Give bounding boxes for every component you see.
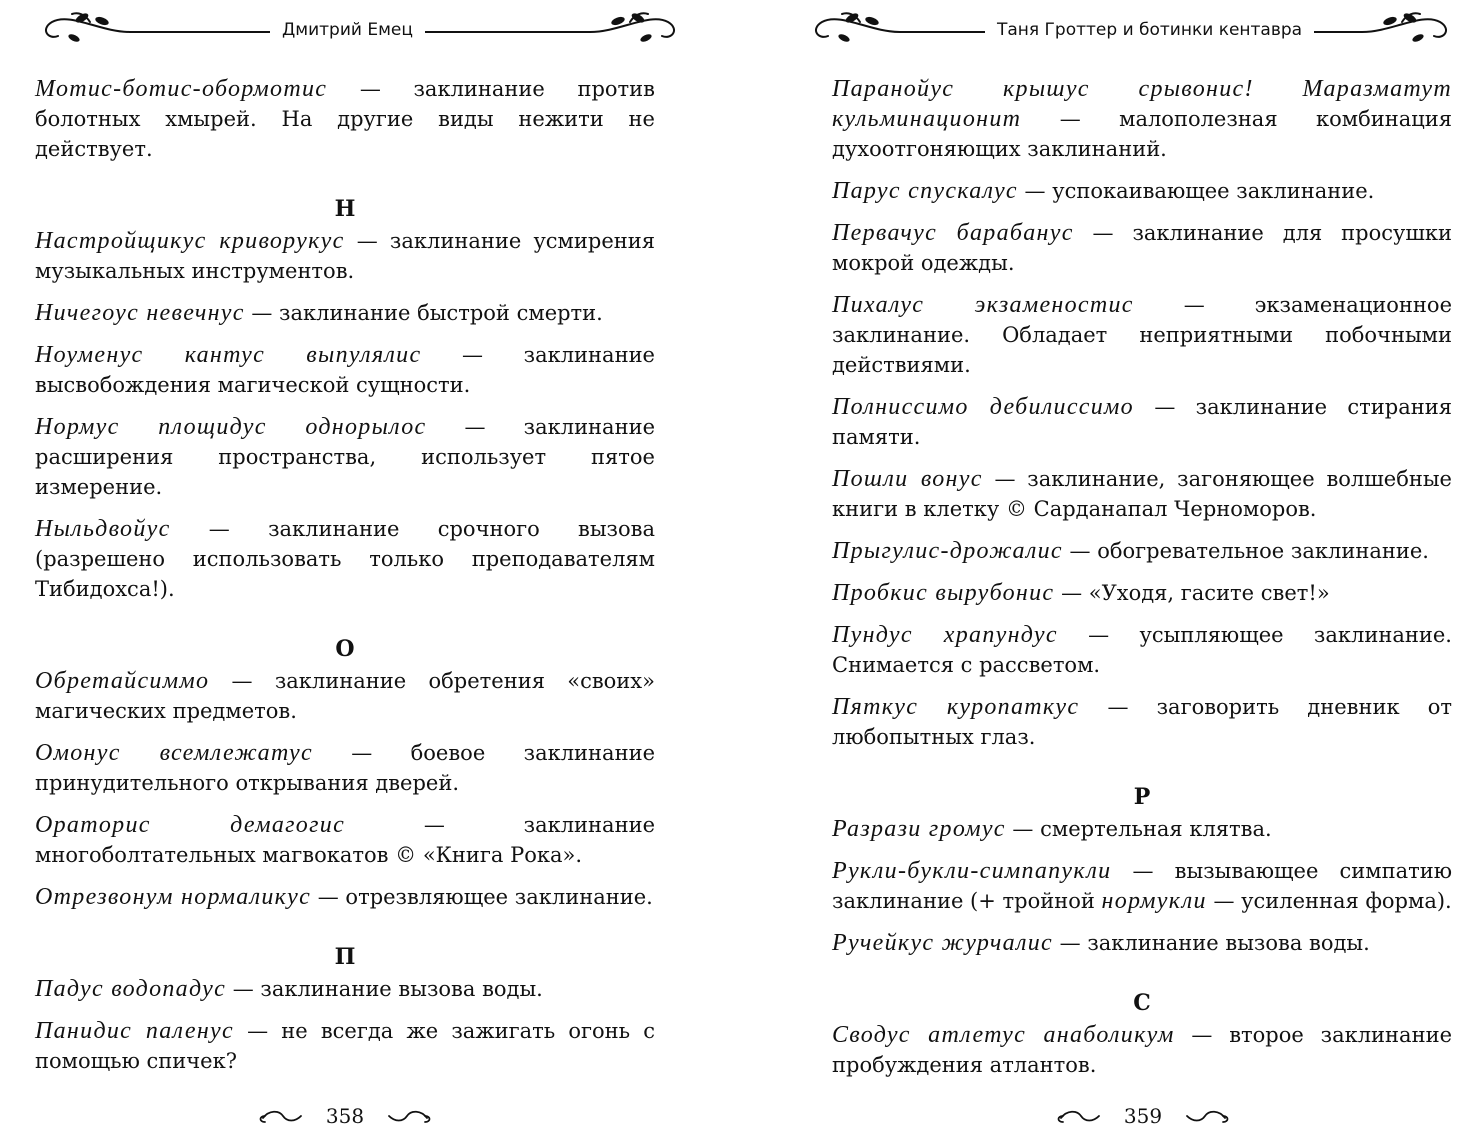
spell-definition: — «Уходя, гасите свет!»: [1054, 581, 1330, 605]
glossary-entry: [832, 290, 1452, 380]
left-page: [0, 0, 740, 1128]
glossary-entry: [832, 74, 1452, 164]
spell-definition: — усыпляющее заклинание. Снимается с рассветом.: [832, 623, 1452, 677]
glossary-entry: [832, 176, 1452, 206]
spell-definition: — заклинание усмирения музыкальных инструментов.: [35, 229, 655, 283]
spell-definition: — успокаивающее заклинание.: [1017, 179, 1375, 203]
glossary-entry: [832, 536, 1452, 566]
spell-term: Пихалус экзаменостис: [832, 292, 1134, 318]
glossary-entry: [35, 298, 655, 328]
spell-definition: — смертельная клятва.: [1005, 817, 1272, 841]
glossary-entry: [35, 74, 655, 164]
spell-definition: — заклинание срочного вызова (разрешено использовать только преподавателям Тибидохса!).: [35, 517, 655, 601]
page-number: 359: [1123, 1104, 1163, 1128]
spell-definition: — заклинание многоболтательных магвокатов © «Книга Рока».: [35, 813, 655, 867]
page-body: [832, 74, 1452, 1092]
glossary-entry: [35, 666, 655, 726]
spell-term: Сводус атлетус анаболикум: [832, 1022, 1175, 1048]
spell-definition: — заклинание против болотных хмырей. На другие виды нежити не действует.: [35, 77, 655, 161]
spell-definition: — заклинание расширения пространства, использует пятое измерение.: [35, 415, 655, 499]
spell-definition: — отрезвляющее заклинание.: [311, 885, 653, 909]
spell-definition: — заклинание, загоняющее волшебные книги в клетку © Сарданапал Черноморов.: [832, 467, 1452, 521]
spell-term: Полниссимо дебилиссимо: [832, 394, 1134, 420]
glossary-entry: [832, 620, 1452, 680]
spell-term: Рукли-букли-симпапукли: [832, 858, 1112, 884]
spell-term: Мотис-ботис-обормотис: [35, 76, 328, 102]
spell-term: Прыгулис-дрожалис: [832, 538, 1063, 564]
spell-term: Ныльдвойус: [35, 516, 171, 542]
page-body: [35, 74, 655, 1088]
glossary-entry: [35, 882, 655, 912]
spell-term: Пяткус куропаткус: [832, 694, 1080, 720]
spell-term: Нормус площидус однорылос: [35, 414, 427, 440]
glossary-entry: [832, 464, 1452, 524]
spell-definition: — усиленная форма).: [1206, 889, 1452, 913]
glossary-entry: [35, 738, 655, 798]
glossary-entry: [832, 856, 1452, 916]
spell-definition: — заклинание стирания памяти.: [832, 395, 1452, 449]
spell-definition: — заклинание обретения «своих» магических предметов.: [35, 669, 655, 723]
header-title: Дмитрий Емец: [270, 19, 425, 41]
spell-term: Ораторис демагогис: [35, 812, 346, 838]
spell-definition: — заговорить дневник от любопытных глаз.: [832, 695, 1452, 749]
glossary-entry: [35, 340, 655, 400]
spell-term: Панидис паленус: [35, 1018, 234, 1044]
spell-definition: — малополезная комбинация духоотгоняющих заклинаний.: [832, 107, 1452, 161]
page-number: 358: [325, 1104, 365, 1128]
glossary-entry: [832, 1020, 1452, 1080]
spell-term: Настройщикус криворукус: [35, 228, 345, 254]
glossary-entry: [35, 226, 655, 286]
spell-definition: — не всегда же зажигать огонь с помощью спичек?: [35, 1019, 655, 1073]
spell-definition: — заклинание высвобождения магической сущности.: [35, 343, 655, 397]
spell-definition: — боевое заклинание принудительного открывания дверей.: [35, 741, 655, 795]
glossary-entry: [35, 1016, 655, 1076]
section-letter: О: [335, 636, 355, 662]
glossary-entry: [832, 578, 1452, 608]
glossary-entry: [832, 692, 1452, 752]
spell-term: Паранойус крышус срывонис! Маразматут кульминационит: [832, 76, 1452, 132]
spell-definition: — заклинание вызова воды.: [1052, 931, 1370, 955]
page-header: [800, 8, 1462, 48]
glossary-entry: [832, 392, 1452, 452]
spell-term: Обретайсиммо: [35, 668, 210, 694]
spell-definition: — второе заклинание пробуждения атлантов.: [832, 1023, 1452, 1077]
right-page: [740, 0, 1480, 1128]
spell-definition: — вызывающее симпатию заклинание (+ тройной: [832, 859, 1452, 913]
spell-definition: — обогревательное заклинание.: [1062, 539, 1429, 563]
spell-term: Ноуменус кантус выпулялис: [35, 342, 422, 368]
glossary-entry: [35, 810, 655, 870]
spell-definition: — заклинание быстрой смерти.: [244, 301, 603, 325]
glossary-entry: [832, 928, 1452, 958]
spell-term: Первачус барабанус: [832, 220, 1074, 246]
spell-term: Омонус всемлежатус: [35, 740, 313, 766]
section-letter: Р: [1133, 784, 1151, 810]
spell-term: Разрази громус: [832, 816, 1006, 842]
spell-definition: — экзаменационное заклинание. Обладает неприятными побочными действиями.: [832, 293, 1452, 377]
spell-term: Пробкис вырубонис: [832, 580, 1055, 606]
spell-term: Падус водопадус: [35, 976, 227, 1002]
spell-term: нормукли: [1101, 888, 1207, 914]
spell-term: Пундус храпундус: [832, 622, 1058, 648]
section-letter: Н: [334, 196, 356, 222]
spell-term: Парус спускалус: [832, 178, 1018, 204]
header-title: Таня Гроттер и ботинки кентавра: [985, 19, 1314, 41]
spell-definition: — заклинание вызова воды.: [226, 977, 543, 1001]
spell-term: Отрезвонум нормаликус: [35, 884, 312, 910]
page-header: [30, 8, 690, 48]
spell-term: Ручейкус журчалис: [832, 930, 1053, 956]
glossary-entry: [35, 974, 655, 1004]
spell-term: Ничегоус невечнус: [35, 300, 245, 326]
section-letter: С: [1133, 990, 1151, 1016]
spell-definition: — заклинание для просушки мокрой одежды.: [832, 221, 1452, 275]
section-letter: П: [334, 944, 356, 970]
spell-term: Пошли вонус: [832, 466, 983, 492]
glossary-entry: [35, 412, 655, 502]
glossary-entry: [832, 814, 1452, 844]
glossary-entry: [35, 514, 655, 604]
glossary-entry: [832, 218, 1452, 278]
